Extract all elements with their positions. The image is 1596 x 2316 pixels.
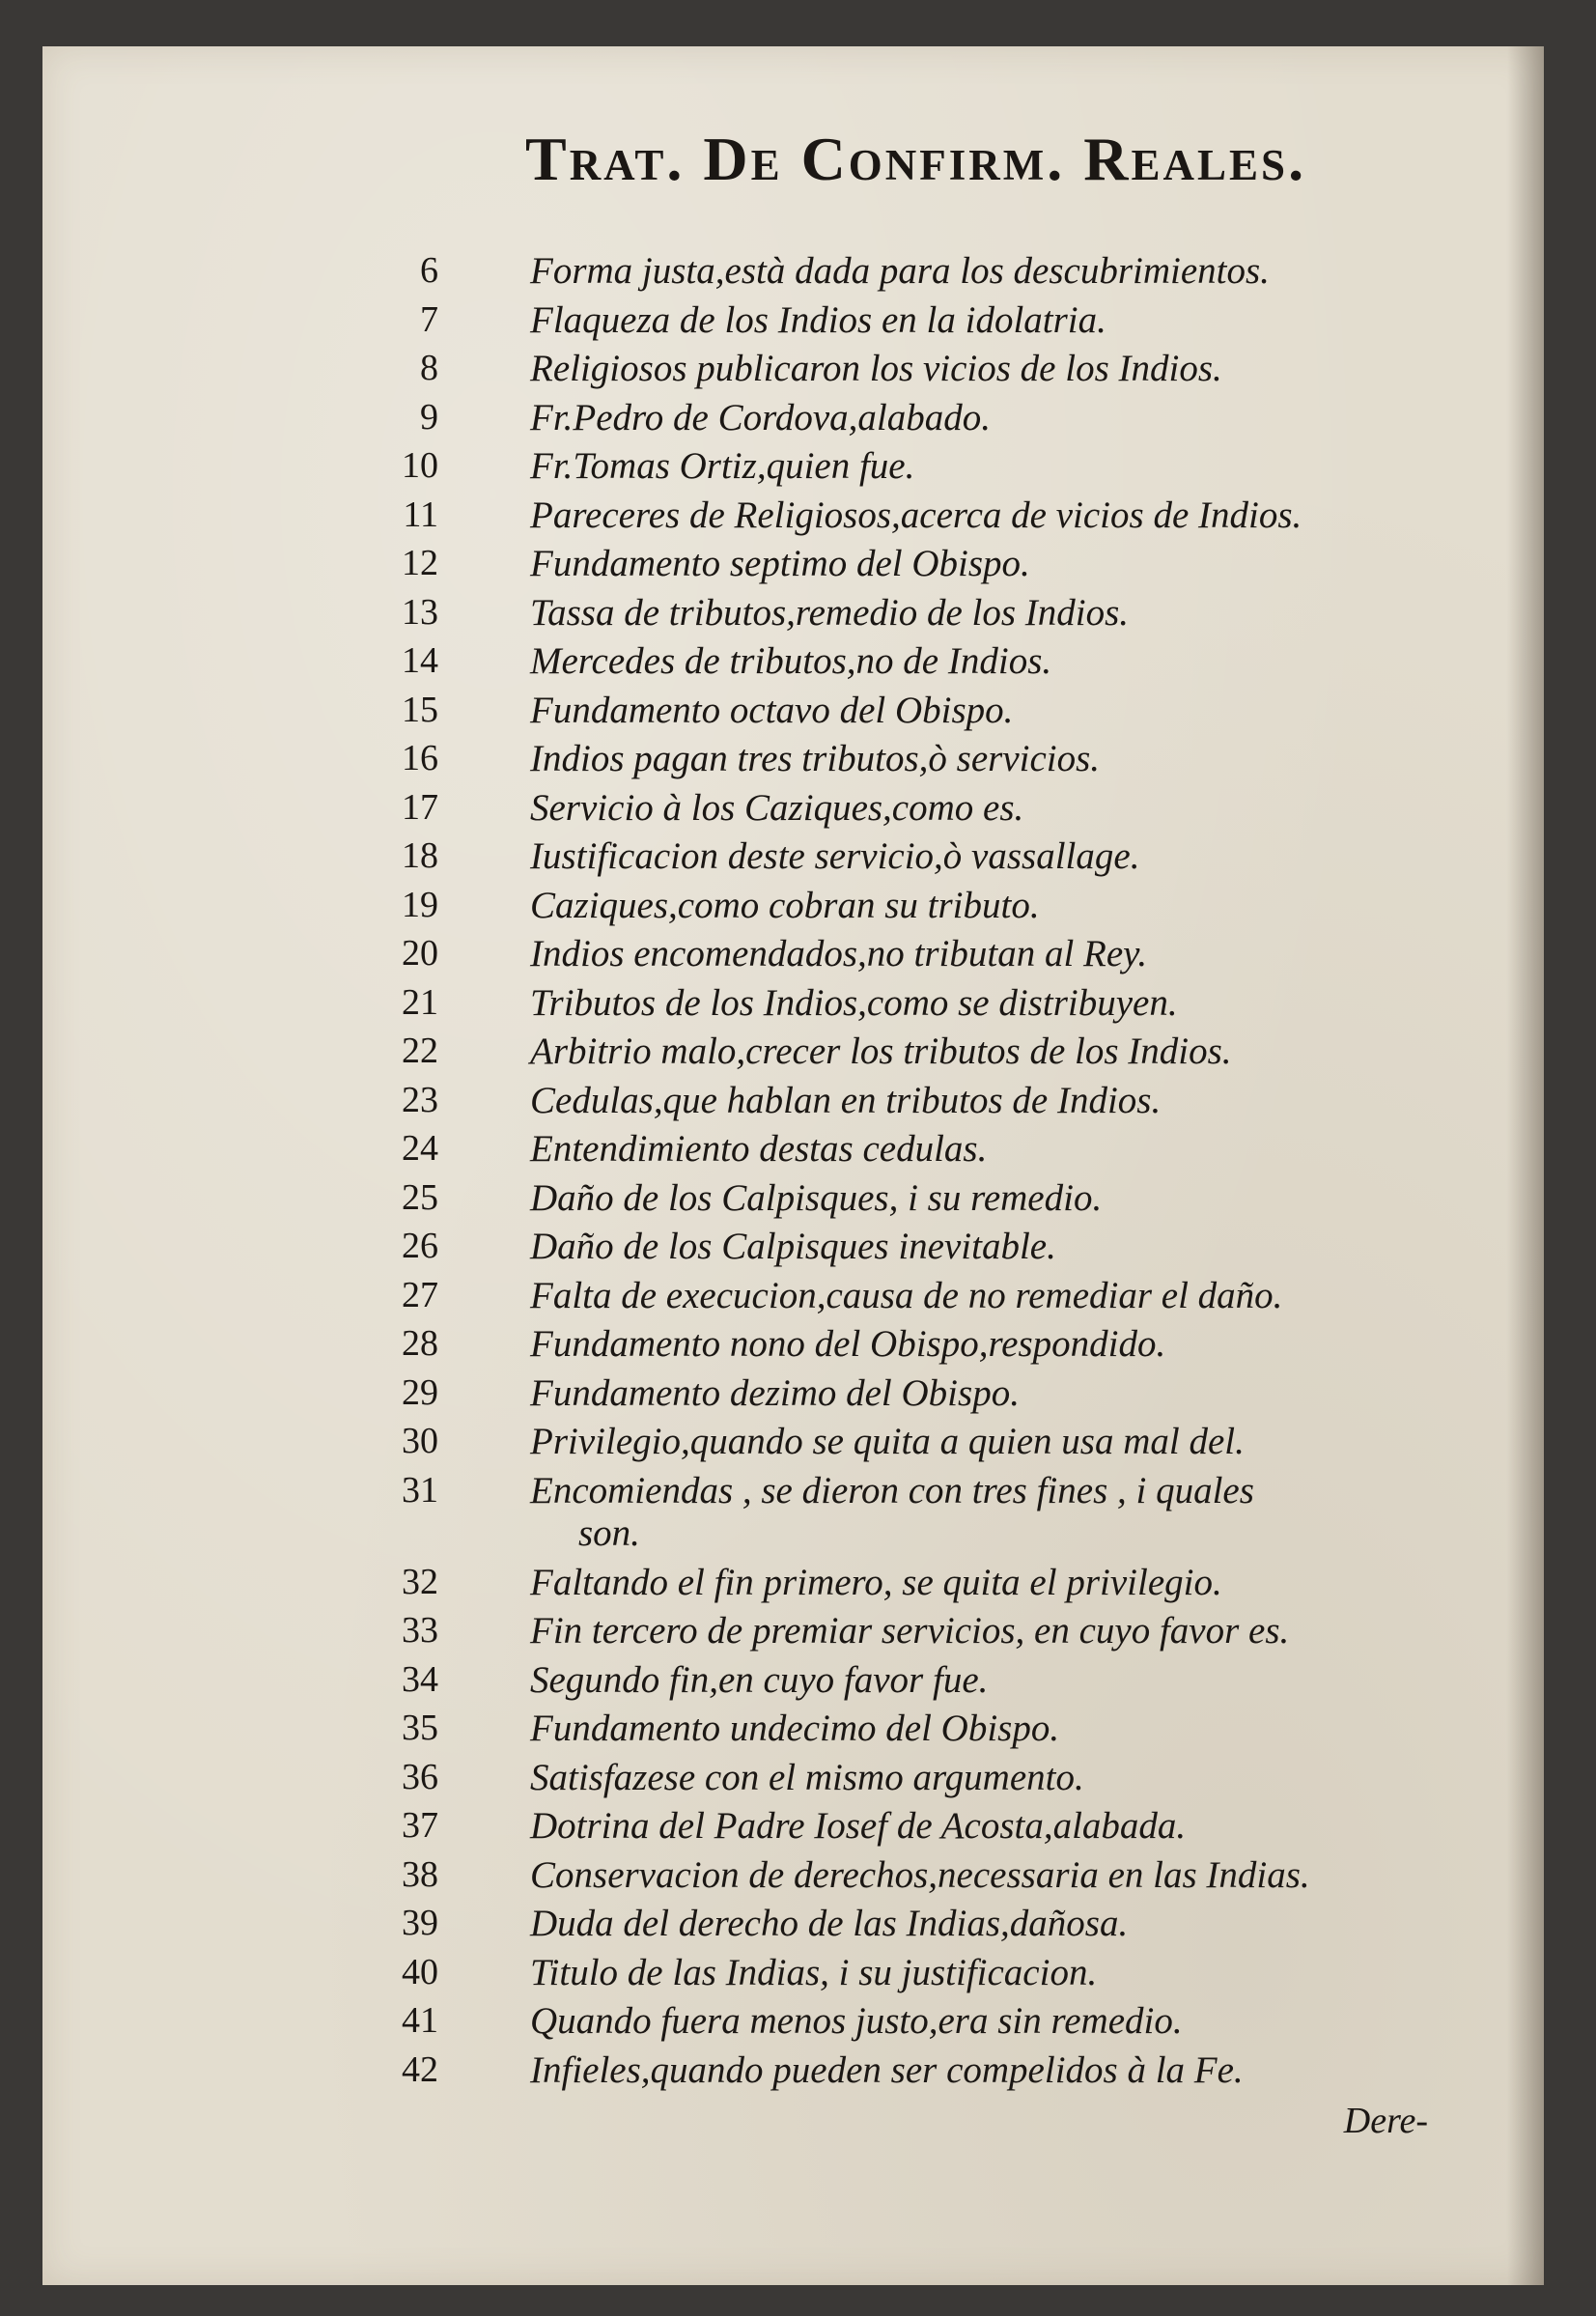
entry-text: Dotrina del Padre Iosef de Acosta,alabada. [530, 1805, 1187, 1847]
entry-number: 26 [402, 1226, 438, 1266]
entry-number: 10 [402, 445, 438, 486]
entry-text: Daño de los Calpisques inevitable. [530, 1226, 1056, 1267]
entry-text: Cedulas,que hablan en tributos de Indios. [530, 1079, 1162, 1121]
catchword: Dere- [1343, 2101, 1428, 2141]
entry-number: 39 [402, 1903, 438, 1943]
entry-text: Infieles,quando pueden ser compelidos à la Fe. [530, 2048, 1244, 2091]
entry-number: 41 [402, 2000, 438, 2041]
entry-text: Segundo fin,en cuyo favor fue. [530, 1658, 989, 1701]
book-page [42, 46, 1544, 2285]
entry-text: Privilegio,quando se quita a quien usa mal del. [530, 1421, 1245, 1462]
entry-text: Indios encomendados,no tributan al Rey. [530, 933, 1148, 974]
entry-number: 28 [402, 1323, 438, 1364]
entry-text: Entendimiento destas cedulas. [530, 1128, 988, 1170]
entry-number: 31 [402, 1469, 438, 1511]
entry-text: Fundamento undecimo del Obispo. [530, 1708, 1060, 1749]
entry-number: 40 [402, 1951, 438, 1992]
entry-text: Fundamento nono del Obispo,respondido. [530, 1323, 1166, 1365]
entry-number: 17 [402, 786, 438, 828]
entry-text: Conservacion de derechos,necessaria en las Indias. [530, 1853, 1310, 1896]
entry-number: 9 [420, 396, 438, 438]
entry-text: Fr.Tomas Ortiz,quien fue. [530, 445, 915, 487]
running-header: Trat. De Confirm. Reales. [525, 125, 1307, 193]
entry-number: 29 [402, 1371, 438, 1413]
entry-text: Tassa de tributos,remedio de los Indios. [530, 591, 1130, 634]
entry-number: 22 [402, 1031, 438, 1071]
entry-number: 16 [402, 738, 438, 778]
entry-number: 7 [420, 298, 438, 340]
entry-text: Fundamento dezimo del Obispo. [530, 1371, 1020, 1414]
entry-text-continuation: son. [578, 1512, 640, 1554]
entry-text: Fundamento septimo del Obispo. [530, 543, 1030, 584]
entry-text: Iustificacion deste servicio,ò vassallage. [530, 835, 1140, 877]
entry-number: 36 [402, 1756, 438, 1797]
entry-number: 8 [420, 348, 438, 388]
entry-number: 18 [402, 835, 438, 876]
entry-number: 42 [402, 2048, 438, 2090]
entry-text: Mercedes de tributos,no de Indios. [530, 640, 1052, 682]
entry-number: 6 [420, 250, 438, 291]
entry-number: 23 [402, 1079, 438, 1120]
entry-text: Tributos de los Indios,como se distribuyen. [530, 981, 1178, 1024]
entry-text: Fundamento octavo del Obispo. [530, 689, 1014, 731]
entry-number: 21 [402, 981, 438, 1023]
entry-number: 30 [402, 1421, 438, 1461]
entry-text: Servicio à los Caziques,como es. [530, 786, 1024, 829]
entry-number: 37 [402, 1805, 438, 1846]
entry-number: 34 [402, 1658, 438, 1700]
entry-number: 32 [402, 1561, 438, 1602]
entry-number: 38 [402, 1853, 438, 1895]
entry-text: Faltando el fin primero, se quita el privilegio. [530, 1561, 1222, 1603]
entry-number: 15 [402, 689, 438, 730]
entry-text: Fr.Pedro de Cordova,alabado. [530, 396, 991, 438]
entry-number: 20 [402, 933, 438, 974]
entry-text: Quando fuera menos justo,era sin remedio. [530, 2000, 1183, 2042]
entry-text: Flaqueza de los Indios en la idolatria. [530, 298, 1106, 341]
entry-number: 11 [403, 494, 438, 535]
entry-text: Falta de execucion,causa de no remediar el daño. [530, 1274, 1283, 1316]
entry-number: 27 [402, 1274, 438, 1315]
entry-number: 24 [402, 1128, 438, 1169]
entry-number: 14 [402, 640, 438, 681]
entry-text: Titulo de las Indias, i su justificacion. [530, 1951, 1098, 1993]
entry-text: Satisfazese con el mismo argumento. [530, 1756, 1084, 1798]
entry-number: 33 [402, 1610, 438, 1651]
entry-text: Caziques,como cobran su tributo. [530, 884, 1040, 926]
entry-text: Fin tercero de premiar servicios, en cuyo favor es. [530, 1610, 1290, 1652]
entry-text: Encomiendas , se dieron con tres fines , i quales [530, 1469, 1254, 1511]
entry-number: 19 [402, 884, 438, 925]
entry-text: Duda del derecho de las Indias,dañosa. [530, 1903, 1129, 1944]
entry-text: Forma justa,està dada para los descubrimientos. [530, 250, 1270, 292]
entry-number: 12 [402, 543, 438, 583]
entry-text: Religiosos publicaron los vicios de los Indios. [530, 348, 1222, 389]
entry-text: Pareceres de Religiosos,acerca de vicios de Indios. [530, 494, 1302, 536]
entry-number: 25 [402, 1176, 438, 1218]
entry-text: Arbitrio malo,crecer los tributos de los Indios. [530, 1031, 1232, 1072]
index-entries [42, 46, 1544, 2285]
entry-number: 13 [402, 591, 438, 633]
entry-number: 35 [402, 1708, 438, 1748]
entry-text: Indios pagan tres tributos,ò servicios. [530, 738, 1101, 779]
entry-text: Daño de los Calpisques, i su remedio. [530, 1176, 1103, 1219]
